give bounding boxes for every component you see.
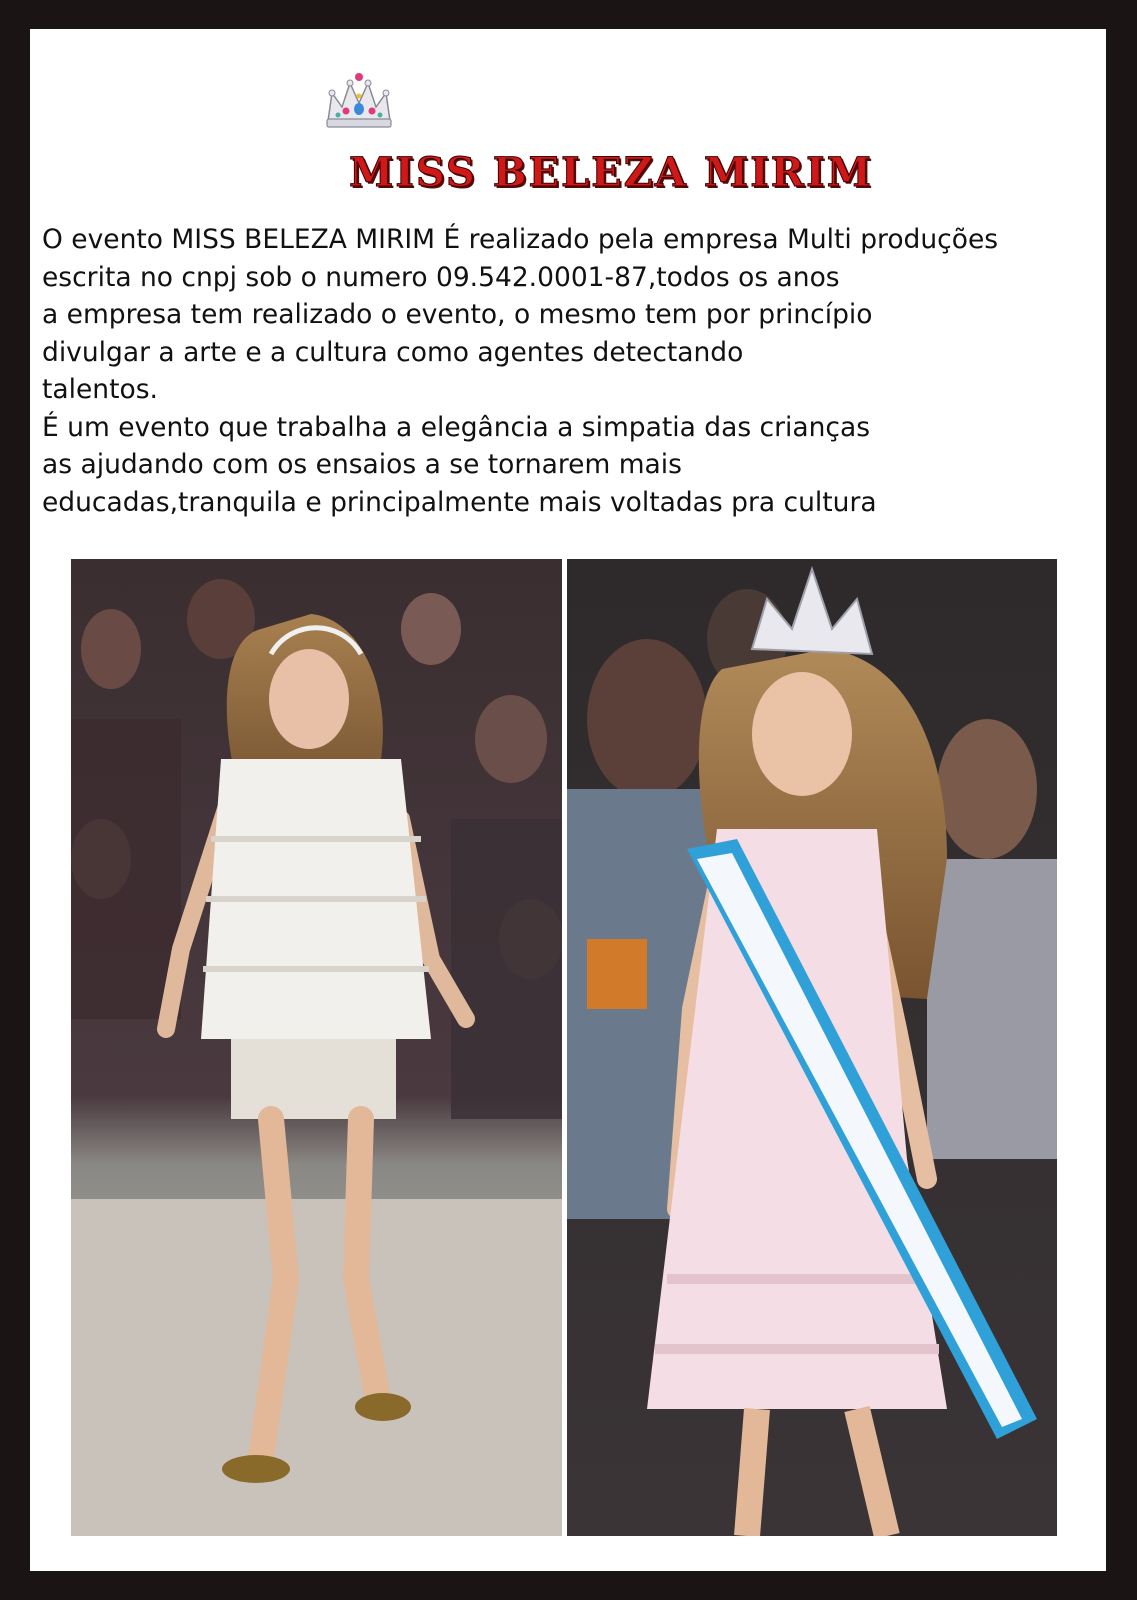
description-line: escrita no cnpj sob o numero 09.542.0001-87,todos os anos [42,261,840,293]
flyer-page [30,29,1106,1571]
description-line: É um evento que trabalha a elegância a simpatia das crianças [42,411,871,443]
description-line: a empresa tem realizado o evento, o mesmo tem por princípio [42,299,873,330]
description-line: talentos. [42,374,158,405]
crown-icon [322,69,396,131]
runway-photo-white-outfit [71,559,562,1536]
description-line: educadas,tranquila e principalmente mais voltadas pra cultura [42,486,877,518]
runway-photo-pink-dress-sash [567,559,1057,1536]
event-title: MISS BELEZA MIRIM [348,149,874,196]
description-line: O evento MISS BELEZA MIRIM É realizado pela empresa Multi produções [42,224,999,255]
description-line: divulgar a arte e a cultura como agentes detectando [42,336,744,368]
description-line: as ajudando com os ensaios a se tornarem mais [42,449,682,480]
event-description [42,221,1104,521]
